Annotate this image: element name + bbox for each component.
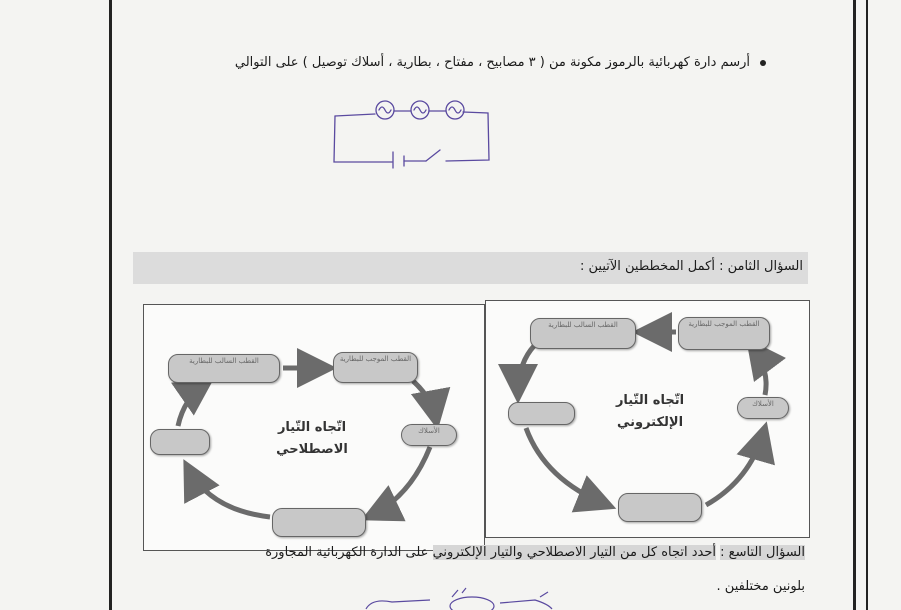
question7-text: أرسم دارة كهربائية بالرموز مكونة من ( ٣ مصابيح ، مفتاح ، بطارية ، أسلاك توصيل ) على التوالي <box>235 55 766 70</box>
question9-text-highlighted: أحدد اتجاه كل من التيار الاصطلاحي والتيار الإلكتروني <box>432 545 716 560</box>
elec-node-wire: الأسلاك <box>737 397 789 419</box>
question9-line2: بلونين مختلفين . <box>716 579 805 594</box>
elec-title: اتّجاه التّيار الإلكتروني <box>615 393 685 430</box>
question9-label: السؤال التاسع : <box>720 545 805 560</box>
question8-heading: السؤال الثامن : أكمل المخططين الآتيين : <box>580 259 803 274</box>
conv-node-negative: القطب السالب للبطارية <box>168 354 280 383</box>
elec-node-positive: القطب الموجب للبطارية <box>678 317 770 350</box>
question9-text-rest: على الدارة الكهربائية المجاورة <box>265 545 429 560</box>
conv-node-wire: الأسلاك <box>401 424 457 446</box>
conv-title: اتّجاه التّيار الاصطلاحي <box>276 420 348 457</box>
elec-node-negative: القطب السالب للبطارية <box>530 318 636 349</box>
conv-node-positive: القطب الموجب للبطارية <box>333 352 418 383</box>
